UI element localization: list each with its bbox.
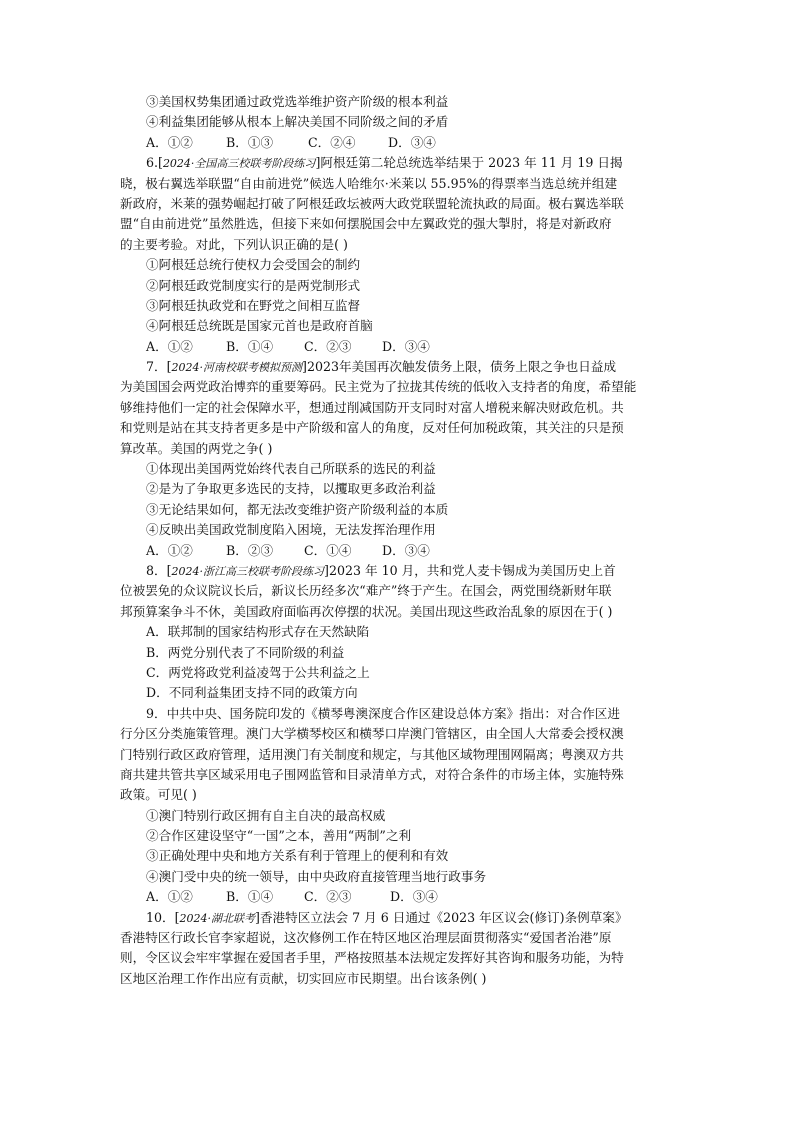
question-6-stem: 6.[2024·全国高三校联考阶段练习]阿根廷第二轮总统选举结果于 2023 年 11 月 19 日揭: [146, 155, 623, 171]
question-text: 邦预算案争斗不休，美国政府面临再次停摆的状况。美国出现这些政治乱象的原因在于( ): [120, 603, 613, 619]
choice-b: B．①④: [226, 889, 274, 905]
option-statement: ④阿根廷总统既是国家元首也是政府首脑: [146, 318, 373, 334]
question-10-stem: 10．[2024·湖北联考]香港特区立法会 7 月 6 日通过《2023 年区议会(修订)条例草案》: [146, 909, 628, 925]
choice-a: A．①②: [146, 542, 193, 558]
question-text: 香港特区行政长官李家超说，这次修例工作在特区地区治理层面贯彻落实“爱国者治港”原: [120, 930, 612, 946]
choice-c: C．②④: [308, 134, 356, 150]
answer-choices: [120, 887, 680, 907]
choice-a: A．①②: [146, 338, 193, 354]
question-9-stem: 9．中共中央、国务院印发的《横琴粤澳深度合作区建设总体方案》指出：对合作区进: [146, 705, 620, 721]
choice-d: D．不同利益集团支持不同的政策方向: [146, 685, 358, 701]
option-statement: ②阿根廷政党制度实行的是两党制形式: [146, 277, 361, 293]
question-text: 为美国国会两党政治博弈的重要筹码。民主党为了拉拢其传统的低收入支持者的角度，希望能: [120, 379, 637, 395]
question-8-stem: 8．[2024·浙江高三校联考阶段练习]2023 年 10 月，共和党人麦卡锡成为美国历史上首: [146, 562, 616, 578]
option-statement: ①阿根廷总统行使权力会受国会的制约: [146, 257, 361, 273]
choice-d: D．③④: [388, 134, 436, 150]
option-statement: ④澳门受中央的统一领导，由中央政府直接管理当地行政事务: [146, 868, 487, 884]
question-text: 行分区分类施策管理。澳门大学横琴校区和横琴口岸澳门管辖区，由全国人大常委会授权澳: [120, 726, 624, 742]
choice-c: C．②③: [304, 889, 352, 905]
choice-c: C．②③: [304, 338, 352, 354]
choice-b: B．①④: [226, 338, 274, 354]
choice-d: D．③④: [382, 542, 430, 558]
option-statement: ②是为了争取更多选民的支持，以攫取更多政治利益: [146, 481, 436, 497]
question-text: 位被罢免的众议院议长后，新议长历经多次“难产”终于产生。在国会，两党围绕新财年联: [120, 583, 612, 599]
choice-b: B．①③: [226, 134, 274, 150]
choice-a: A．①②: [146, 134, 193, 150]
question-text: 门特别行政区政府管理，适用澳门有关制度和规定，与其他区域物理围网隔离；粤澳双方共: [120, 746, 624, 762]
question-text: 则，令区议会牢牢掌握在爱国者手里，严格按照基本法规定发挥好其咨询和服务功能，为特: [120, 950, 624, 966]
option-statement: ③阿根廷执政党和在野党之间相互监督: [146, 297, 361, 313]
choice-c: C．①④: [304, 542, 352, 558]
option-statement: ③美国权势集团通过政党选举维护资产阶级的根本利益: [146, 94, 449, 109]
question-text: 新政府，米莱的强势崛起打破了阿根廷政坛被两大政党联盟轮流执政的局面。极右翼选举联: [120, 195, 624, 211]
question-text: 晓，极右翼选举联盟“自由前进党”候选人哈维尔·米莱以 55.95%的得票率当选总统并组建: [120, 175, 618, 191]
choice-b: B．②③: [226, 542, 274, 558]
choice-b: B．两党分别代表了不同阶级的利益: [146, 644, 345, 660]
choice-d: D．③④: [390, 889, 438, 905]
option-statement: ①体现出美国两党始终代表自己所联系的选民的利益: [146, 461, 436, 477]
answer-choices: [120, 133, 680, 153]
choice-a: A．①②: [146, 889, 193, 905]
question-text: 政策。可见( ): [120, 787, 197, 803]
choice-a: A．联邦制的国家结构形式存在天然缺陷: [146, 624, 370, 640]
question-source: 2024·浙江高三校联考阶段练习: [171, 564, 325, 578]
choice-c: C．两党将政党利益凌驾于公共利益之上: [146, 664, 370, 680]
question-text: 盟“自由前进党”虽然胜选，但接下来如何摆脱国会中左翼政党的强大掣肘，将是对新政府: [120, 216, 612, 232]
option-statement: ①澳门特别行政区拥有自主自决的最高权威: [146, 807, 386, 823]
answer-choices: [120, 541, 680, 561]
option-statement: ④反映出美国政党制度陷入困境，无法发挥治理作用: [146, 522, 436, 538]
answer-choices: [120, 337, 680, 357]
question-text: 够维持他们一定的社会保障水平，想通过削减国防开支同时对富人增税来解决财政危机。共: [120, 399, 624, 415]
exam-page: [120, 92, 680, 989]
question-text: 算改革。美国的两党之争( ): [120, 440, 273, 456]
question-text: 区地区治理工作作出应有贡献，切实回应市民期望。出台该条例( ): [120, 970, 487, 986]
question-source: 2024·全国高三校联考阶段练习: [162, 157, 316, 171]
option-statement: ③无论结果如何，都无法改变维护资产阶级利益的本质: [146, 501, 449, 517]
option-statement: ④利益集团能够从根本上解决美国不同阶级之间的矛盾: [146, 114, 449, 130]
question-7-stem: 7．[2024·河南校联考模拟预测]2023年美国再次触发债务上限，债务上限之争也日益成: [146, 359, 617, 375]
question-text: 和党则是站在其支持者更多是中产阶级和富人的角度，反对任何加税政策，其关注的只是预: [120, 420, 624, 436]
question-text: 商共建共管共享区域采用电子围网监管和目录清单方式，对符合条件的市场主体，实施特殊: [120, 766, 624, 782]
question-text: 的主要考验。对此，下列认识正确的是( ): [120, 236, 348, 252]
option-statement: ②合作区建设坚守“一国”之本，善用“两制”之利: [146, 828, 412, 844]
question-source: 2024·湖北联考: [179, 911, 256, 925]
question-source: 2024·河南校联考模拟预测: [171, 361, 303, 375]
choice-d: D．③④: [382, 338, 430, 354]
option-statement: ③正确处理中央和地方关系有利于管理上的便利和有效: [146, 848, 449, 864]
